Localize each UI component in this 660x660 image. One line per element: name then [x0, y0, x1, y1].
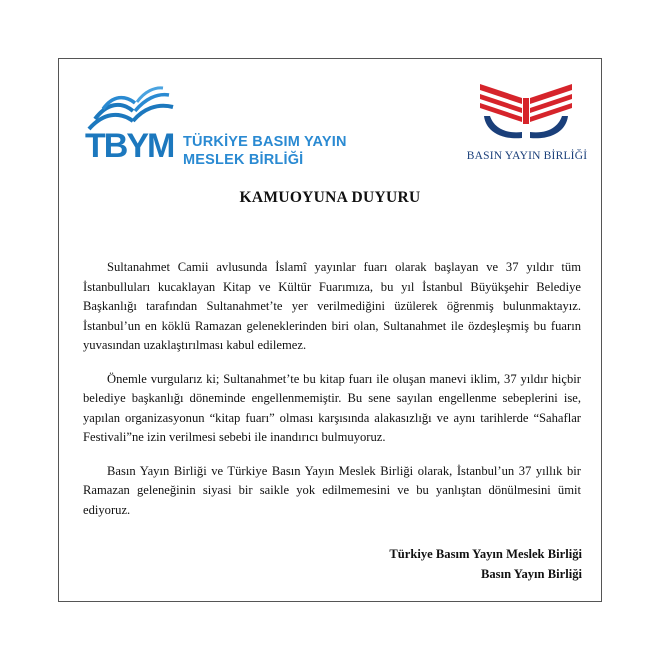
paragraph-3: Basın Yayın Birliği ve Türkiye Basın Yayın Meslek Birliği olarak, İstanbul’un 37 yıllık bir Ramazan geleneğinin siyasi bir saikle yok edilmemesini ve bu yanlıştan dönülmesini ümit ediyoruz.	[83, 463, 581, 517]
open-book-icon	[85, 85, 185, 133]
page-title: KAMUOYUNA DUYURU	[239, 189, 421, 206]
byb-name: BASIN YAYIN BİRLİĞİ	[466, 150, 588, 162]
tbym-org-line2: MESLEK BİRLİĞİ	[183, 152, 304, 168]
announcement-body	[83, 258, 581, 534]
book-hands-icon	[476, 80, 576, 146]
paragraph-2: Önemle vurgularız ki; Sultanahmet’te bu kitap fuarı ile oluşan manevi iklim, 37 yıldır hiçbir belediye başkanlığı döneminde engellenmemiştir. Bu sene sayılan engellenme sebeplerini ise, yapılan organizasyonun “kitap fuarı” olması karşısında alakasızlığı ve aynı tarihlerde “Sahaflar Festivali”ne izin verilmesi sebebi ile inandırıcı bulmuyoruz.	[83, 371, 581, 444]
tbym-logo	[85, 85, 347, 175]
signature-byb: Basın Yayın Birliği	[480, 567, 582, 581]
tbym-org-name	[183, 133, 347, 169]
signature-block	[389, 544, 582, 584]
signature-tbym: Türkiye Basım Yayın Meslek Birliği	[389, 547, 582, 561]
tbym-abbrev: TBYM	[85, 127, 174, 165]
tbym-org-line1: TÜRKİYE BASIM YAYIN	[183, 134, 347, 150]
paragraph-1: Sultanahmet Camii avlusunda İslamî yayınlar fuarı olarak başlayan ve 37 yıldır tüm İstanbulluları kucaklayan Kitap ve Kültür Fuarımıza, bu yıl İstanbul Büyükşehir Belediye Başkanlığı tarafından Sultanahmet’te yer verilmediğini üzülerek öğrenmiş bulunmaktayız. İstanbul’un en köklü Ramazan geleneklerinden biri olan, Sultanahmet ile özdeşleşmiş bu fuarın yuvasından uzaklaştırılması kabul edilemez.	[83, 260, 581, 352]
basin-yayin-birligi-logo	[462, 80, 592, 170]
